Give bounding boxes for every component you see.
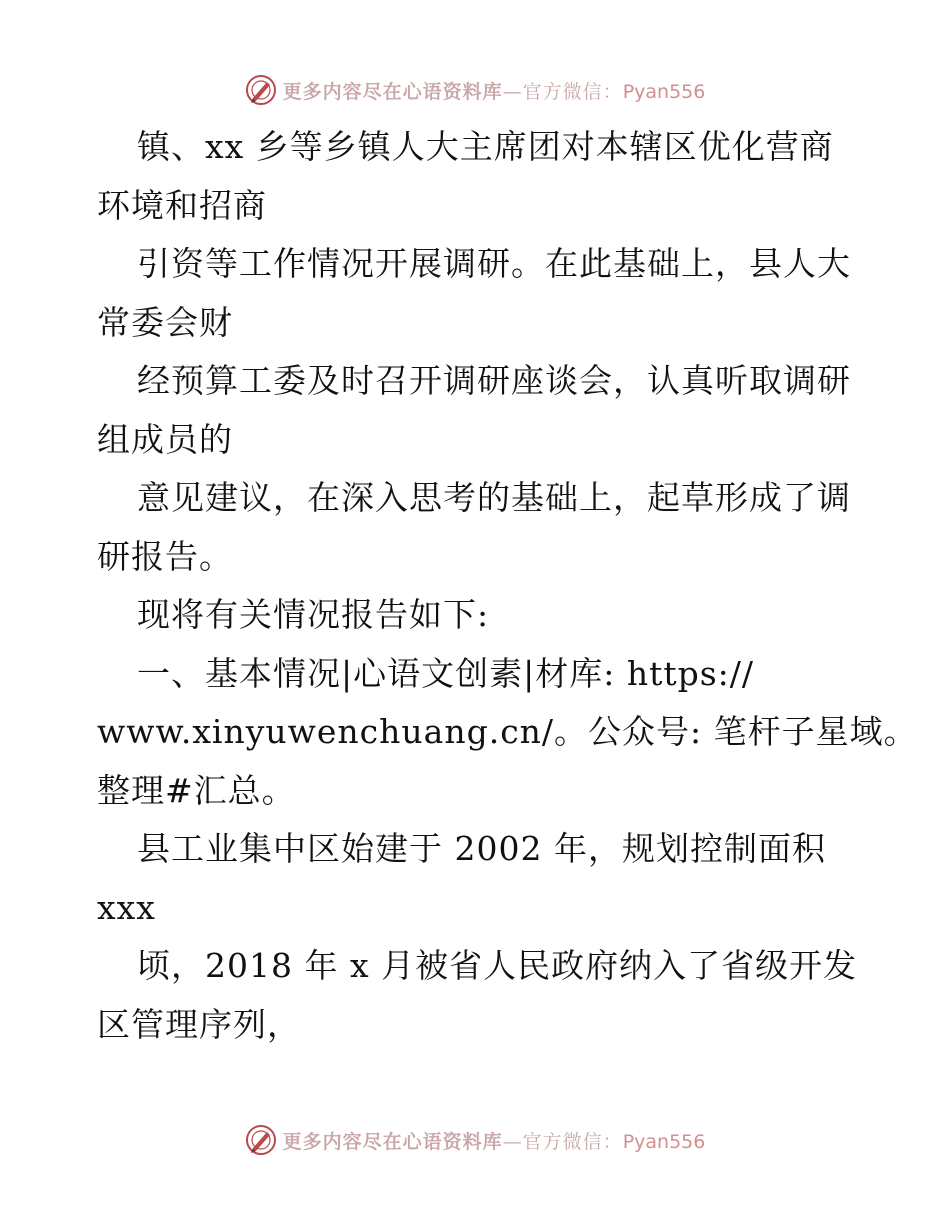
body-line: www.xinyuwenchuang.cn/。公众号: 笔杆子星域。 [97,712,918,751]
document-body [97,118,918,1054]
header-banner [0,70,950,110]
body-line: xxx [97,887,156,927]
footer-banner-main: 更多内容尽在心语资料库 [282,1130,503,1153]
body-line: 组成员的 [97,419,233,459]
body-line: 镇、xx 乡等乡镇人大主席团对本辖区优化营商 [137,127,834,166]
footer-banner [0,1120,950,1160]
footer-banner-mid: —官方微信： [502,1130,623,1153]
body-line: 研报告。 [97,536,233,576]
body-line: 一、基本情况|心语文创素|材库: https:// [137,653,755,693]
body-line: 环境和招商 [97,185,267,225]
header-wechat-id: Pyan556 [622,80,706,103]
pen-logo-icon [245,74,277,106]
body-line: 经预算工委及时召开调研座谈会，认真听取调研 [137,361,851,400]
header-banner-text [283,77,706,104]
body-line: 区管理序列， [97,1004,301,1044]
body-line: 县工业集中区始建于 2002 年，规划控制面积 [137,829,826,868]
body-line: 顷，2018 年 x 月被省人民政府纳入了省级开发 [137,946,858,985]
body-line: 常委会财 [97,302,233,342]
header-banner-mid: —官方微信： [502,80,623,103]
body-line: 引资等工作情况开展调研。在此基础上，县人大 [137,244,851,283]
body-line: 现将有关情况报告如下: [137,595,490,634]
header-banner-main: 更多内容尽在心语资料库 [282,80,503,103]
footer-banner-text [283,1127,706,1154]
body-line: 意见建议，在深入思考的基础上，起草形成了调 [137,478,851,517]
pen-logo-icon [245,1124,277,1156]
footer-wechat-id: Pyan556 [622,1130,706,1153]
body-line: 整理#汇总。 [97,770,296,810]
